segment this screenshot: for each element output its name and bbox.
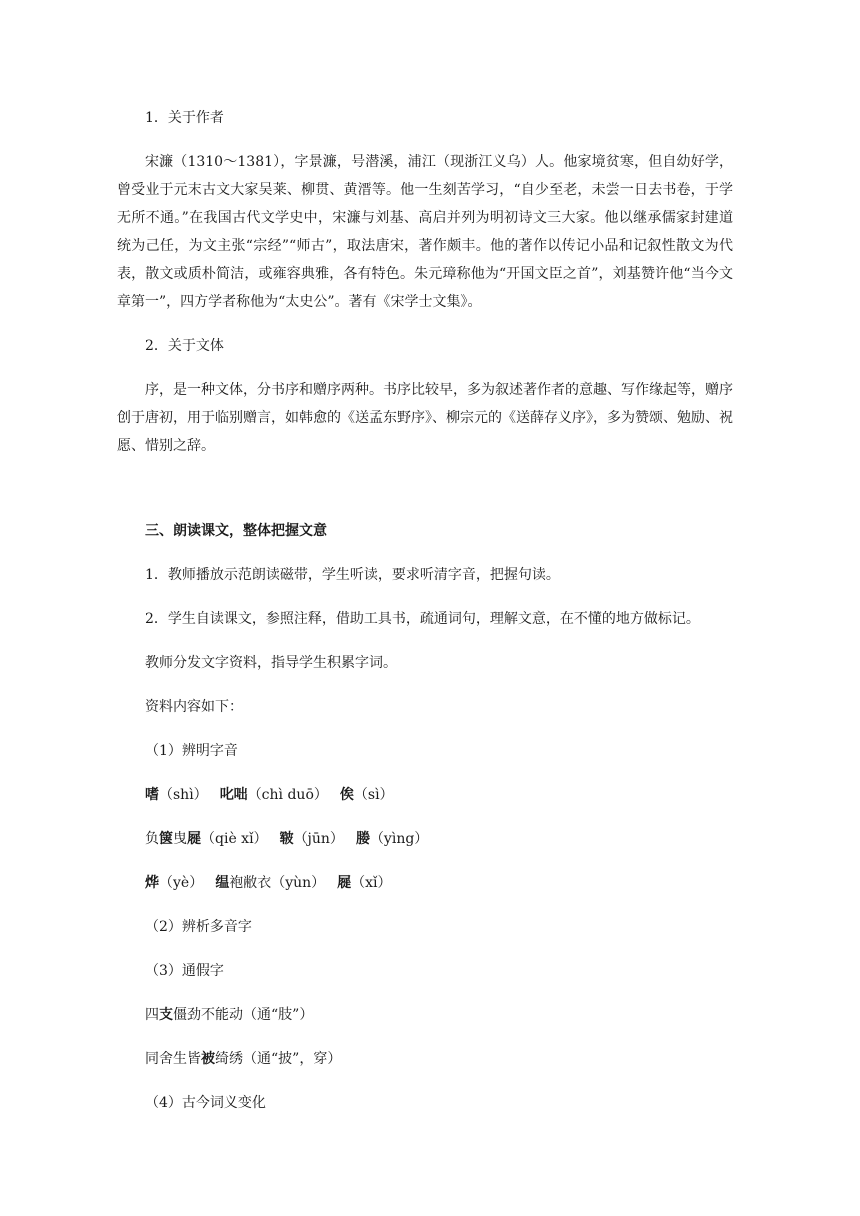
pron-context: 曳 — [173, 831, 187, 847]
example-text: 僵劲不能动（通“肢”） — [173, 1007, 314, 1023]
pron-pinyin: （xǐ） — [351, 875, 392, 891]
author-paragraph: 宋濂（1310～1381），字景濂，号潜溪，浦江（现浙江义乌）人。他家境贫寒，但自幼好学，曾受业于元末古文大家吴莱、柳贯、黄溍等。他一生刻苦学习，“自少至老，未尝一日去书卷，于学无所不通。”在我国古代文学史中，宋濂与刘基、高启并列为明初诗文三大家。他以继承儒家封建道统为己任，为文主张“宗经”“师古”，取法唐宋，著作颇丰。他的著作以传记小品和记叙性散文为代表，散文或质朴简洁，或雍容典雅，各有特色。朱元璋称他为“开国文臣之首”，刘基赞许他“当今文章第一”，四方学者称他为“太史公”。著有《宋学士文集》。 — [117, 154, 733, 310]
genre-paragraph: 序，是一种文体，分书序和赠序两种。书序比较早，多为叙述著作者的意趣、写作缘起等，赠序创于唐初，用于临别赠言，如韩愈的《送孟东野序》、柳宗元的《送薛存义序》，多为赞颂、勉励、祝愿、惜别之辞。 — [117, 382, 733, 454]
example-keyword: 被 — [201, 1051, 215, 1067]
pron-pinyin: （yìng） — [369, 831, 429, 847]
interchangeable-example-1 — [117, 1001, 733, 1029]
interchangeable-example-2 — [117, 1045, 733, 1073]
pron-word: 叱咄 — [219, 787, 248, 803]
pron-word: 俟 — [339, 787, 354, 803]
pron-word: 屣 — [187, 831, 201, 847]
pron-word: 烨 — [145, 875, 159, 891]
pron-context: 袍敝衣 — [229, 875, 272, 891]
pron-word: 屣 — [337, 875, 352, 891]
pron-pinyin: （yùn） — [271, 875, 326, 891]
pron-word: 嗜 — [145, 787, 159, 803]
pronunciation-line-1 — [117, 781, 733, 809]
pron-pinyin: （sì） — [353, 787, 394, 803]
sub-heading-pronunciation: （1）辨明字音 — [145, 743, 238, 759]
pron-context: 负 — [145, 831, 159, 847]
material-intro: 资料内容如下： — [145, 699, 243, 715]
step-two-text: 2．学生自读课文，参照注释，借助工具书，疏通词句，理解文意，在不懂的地方做标记。 — [145, 611, 700, 627]
pron-word: 皲 — [279, 831, 294, 847]
pron-pinyin: （jūn） — [293, 831, 344, 847]
sub-heading-interchangeable: （3）通假字 — [145, 963, 224, 979]
example-keyword: 支 — [159, 1007, 173, 1023]
example-text: 同舍生皆 — [145, 1051, 201, 1067]
pron-pinyin: （qiè xǐ） — [201, 831, 268, 847]
pron-pinyin: （yè） — [159, 875, 204, 891]
example-text: 四 — [145, 1007, 159, 1023]
document-body — [117, 104, 733, 1117]
pron-word: 媵 — [355, 831, 370, 847]
section-heading-author: 1．关于作者 — [145, 110, 224, 126]
pron-word: 箧 — [159, 831, 173, 847]
example-text: 绮绣（通“披”，穿） — [215, 1051, 342, 1067]
pronunciation-line-2 — [117, 825, 733, 853]
pronunciation-line-3 — [117, 869, 733, 897]
sub-heading-meaning-change: （4）古今词义变化 — [145, 1095, 266, 1111]
pron-pinyin: （shì） — [159, 787, 208, 803]
part-three-heading: 三、朗读课文，整体把握文意 — [145, 523, 327, 539]
teacher-note: 教师分发文字资料，指导学生积累字词。 — [145, 655, 397, 671]
pron-pinyin: （chì duō） — [247, 787, 328, 803]
sub-heading-polyphones: （2）辨析多音字 — [145, 919, 252, 935]
section-heading-genre: 2．关于文体 — [145, 338, 224, 354]
step-one-text: 1．教师播放示范朗读磁带，学生听读，要求听清字音，把握句读。 — [145, 567, 560, 583]
pron-word: 缊 — [215, 875, 230, 891]
